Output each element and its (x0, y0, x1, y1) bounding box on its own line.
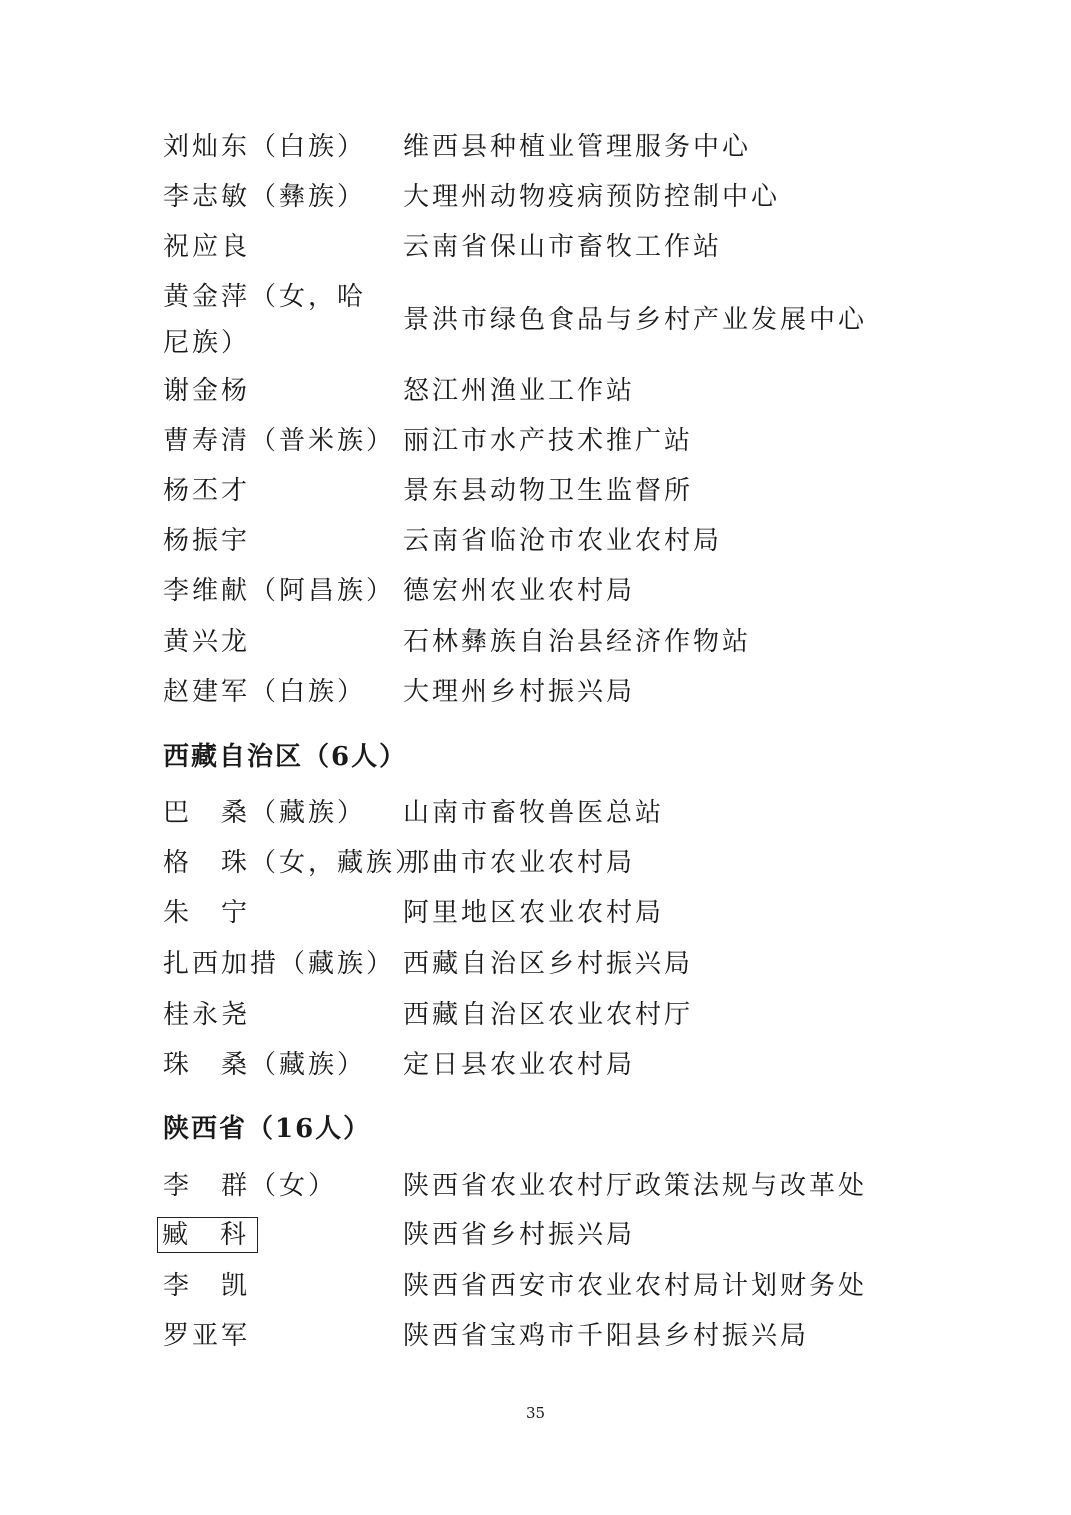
organization: 维西县种植业管理服务中心 (403, 132, 752, 162)
list-item (163, 995, 883, 1035)
organization: 阿里地区农业农村局 (403, 898, 665, 928)
organization: 定日县农业农村局 (403, 1050, 636, 1080)
person-name: 珠 桑（藏族） (163, 1050, 367, 1080)
organization: 云南省保山市畜牧工作站 (403, 232, 723, 262)
organization: 德宏州农业农村局 (403, 576, 636, 606)
list-item (163, 421, 883, 461)
list-item (163, 944, 883, 984)
organization: 陕西省宝鸡市千阳县乡村振兴局 (403, 1321, 810, 1351)
person-name: 赵建军（白族） (163, 677, 367, 707)
person-name: 罗亚军 (163, 1321, 251, 1351)
person-name: 刘灿东（白族） (163, 132, 367, 162)
list-item (163, 1166, 883, 1206)
list-item (163, 227, 883, 267)
list-item (163, 793, 883, 833)
organization: 景东县动物卫生监督所 (403, 476, 694, 506)
organization: 景洪市绿色食品与乡村产业发展中心 (403, 305, 868, 335)
list-item (163, 1316, 883, 1356)
person-name: 扎西加措（藏族） (163, 949, 396, 979)
list-item (163, 371, 883, 411)
section-heading: 西藏自治区（6人） (163, 742, 408, 772)
section-heading: 陕西省（16人） (163, 1114, 372, 1144)
organization: 陕西省乡村振兴局 (403, 1220, 636, 1250)
list-item (163, 893, 883, 933)
list-item (163, 127, 883, 167)
list-item (163, 622, 883, 662)
list-item (163, 571, 883, 611)
person-name: 杨丕才 (163, 476, 251, 506)
organization: 云南省临沧市农业农村局 (403, 526, 723, 556)
organization: 西藏自治区农业农村厅 (403, 1000, 694, 1030)
list-item (163, 843, 883, 883)
person-name: 格 珠（女，藏族） (163, 848, 425, 878)
list-item (163, 1215, 883, 1255)
person-name: 谢金杨 (163, 376, 251, 406)
person-name: 李志敏（彝族） (163, 182, 367, 212)
person-name: 杨振宇 (163, 526, 251, 556)
list-item (163, 1266, 883, 1306)
organization: 石林彝族自治县经济作物站 (403, 627, 752, 657)
list-item (163, 672, 883, 712)
organization: 丽江市水产技术推广站 (403, 426, 694, 456)
organization: 陕西省农业农村厅政策法规与改革处 (403, 1171, 868, 1201)
page-number: 35 (525, 1404, 546, 1422)
person-name: 桂永尧 (163, 1000, 251, 1030)
list-item (163, 177, 883, 217)
person-name: 曹寿清（普米族） (163, 426, 396, 456)
person-name: 李维献（阿昌族） (163, 576, 396, 606)
organization: 大理州动物疫病预防控制中心 (403, 182, 781, 212)
list-item (163, 274, 883, 366)
person-name: 祝应良 (163, 232, 251, 262)
person-name: 黄金萍（女，哈尼族） (163, 282, 367, 358)
organization: 大理州乡村振兴局 (403, 677, 636, 707)
list-item (163, 471, 883, 511)
person-name: 巴 桑（藏族） (163, 798, 367, 828)
highlighted-name-box: 臧 科 (157, 1217, 258, 1253)
person-name (163, 1215, 258, 1255)
person-name: 李 凯 (163, 1271, 251, 1301)
person-name: 朱 宁 (163, 898, 251, 928)
organization: 陕西省西安市农业农村局计划财务处 (403, 1271, 868, 1301)
person-name: 黄兴龙 (163, 627, 251, 657)
organization: 那曲市农业农村局 (403, 848, 636, 878)
list-item (163, 521, 883, 561)
organization: 西藏自治区乡村振兴局 (403, 949, 694, 979)
list-item (163, 1045, 883, 1085)
organization: 山南市畜牧兽医总站 (403, 798, 665, 828)
organization: 怒江州渔业工作站 (403, 376, 636, 406)
person-name: 李 群（女） (163, 1171, 338, 1201)
